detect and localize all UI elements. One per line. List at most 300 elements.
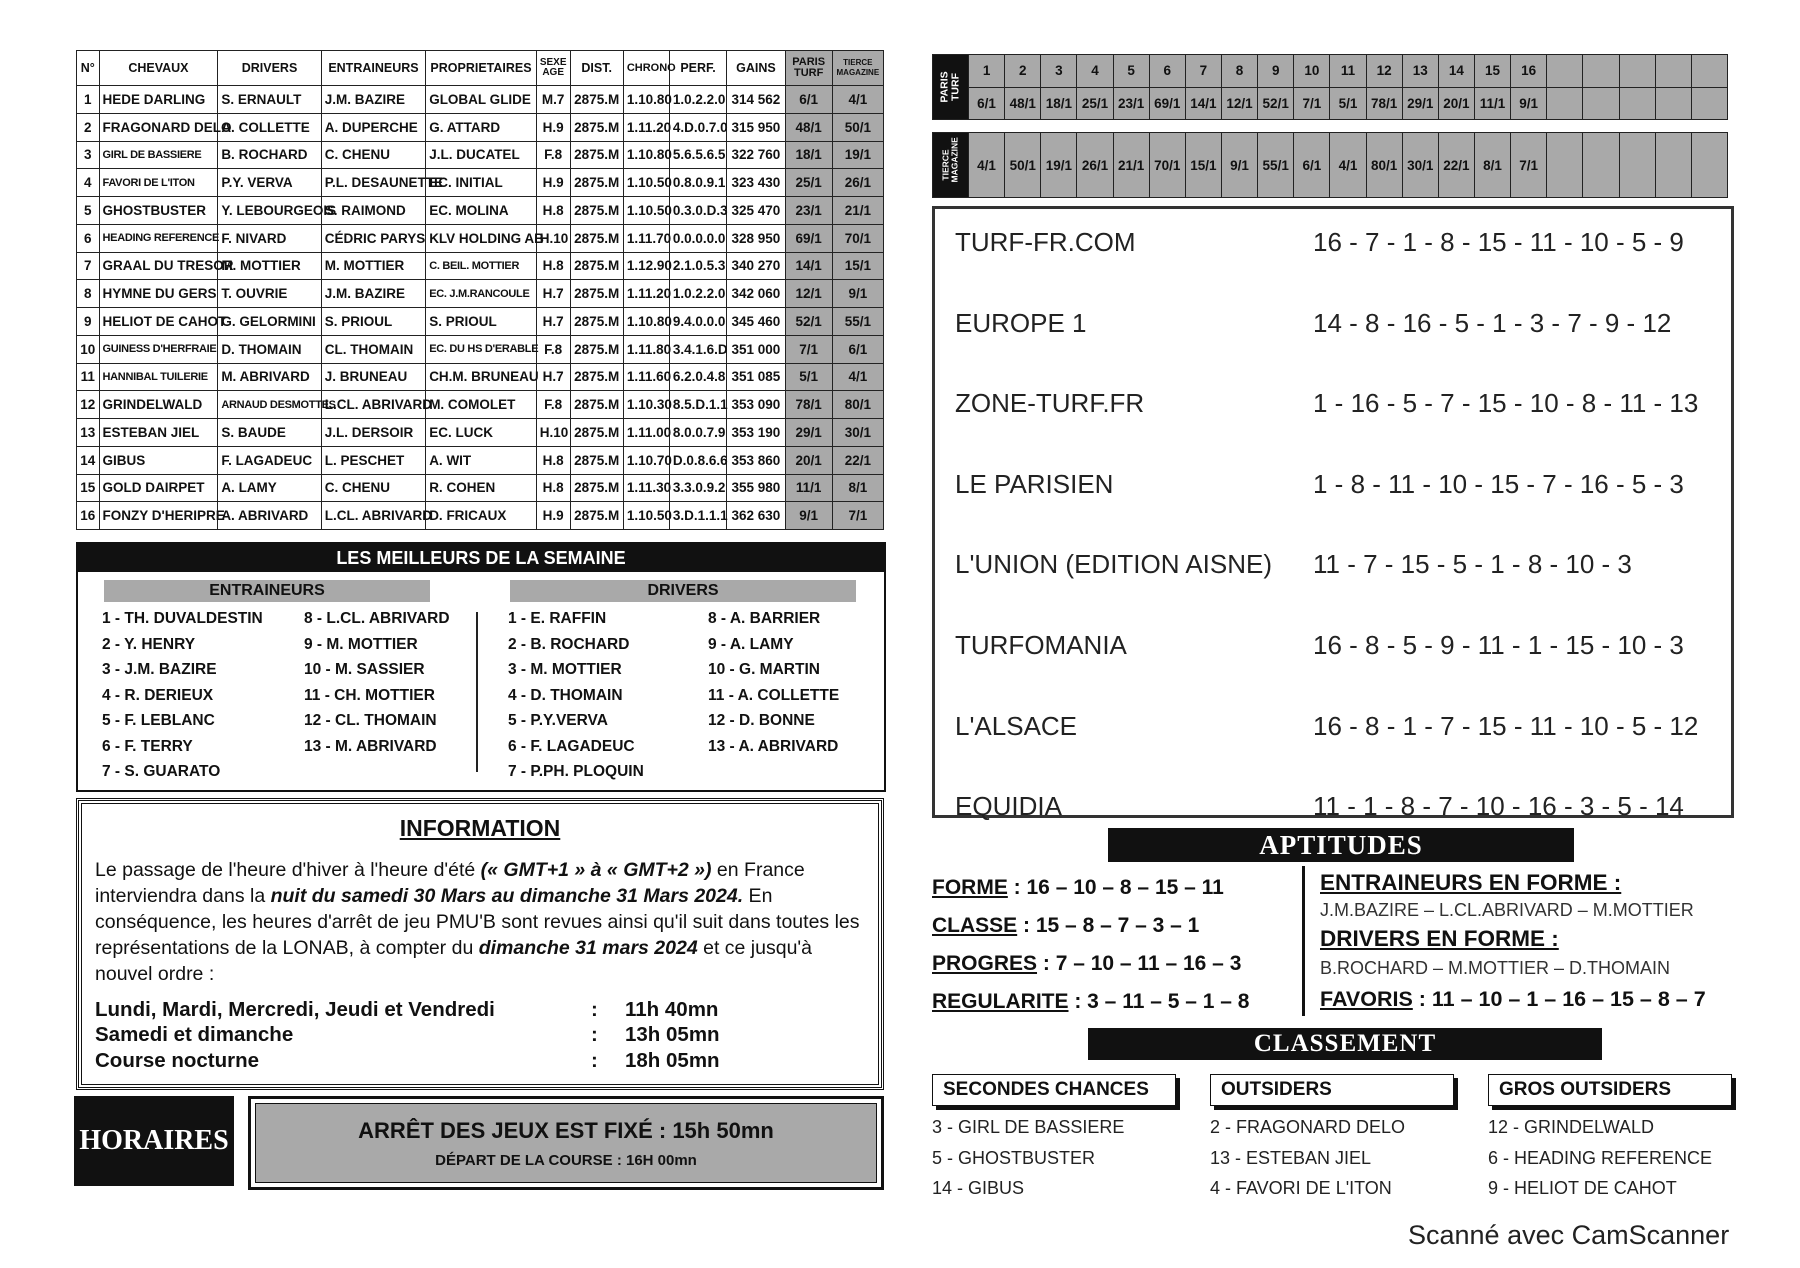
cell-pt: 69/1 xyxy=(785,224,832,252)
gros-outsiders-heading: GROS OUTSIDERS xyxy=(1488,1074,1732,1106)
cell-sa: H.7 xyxy=(536,280,570,308)
cell-dist: 2875.M xyxy=(570,280,623,308)
col-dist: DIST. xyxy=(570,51,623,86)
odds-horse-number: 7 xyxy=(1185,55,1221,88)
table-row xyxy=(77,169,884,197)
cell-dist: 2875.M xyxy=(570,419,623,447)
pronostic-picks: 14 - 8 - 16 - 5 - 1 - 3 - 7 - 9 - 12 xyxy=(1313,307,1672,338)
cell-chrono: 1.11.20 xyxy=(623,280,669,308)
cell-dist: 2875.M xyxy=(570,474,623,502)
odds-horse-number: 1 xyxy=(969,55,1005,88)
tierce-magazine-odds-grid xyxy=(932,132,1728,198)
cell-tm: 4/1 xyxy=(832,86,883,114)
odds-cell: 12/1 xyxy=(1221,87,1257,120)
cell-num: 2 xyxy=(77,113,100,141)
cell-trainer: P.L. DESAUNETTE xyxy=(321,169,425,197)
list-item: 14 - GIBUS xyxy=(932,1178,1025,1198)
cell-gains: 323 430 xyxy=(727,169,785,197)
cell-owner: R. COHEN xyxy=(426,474,537,502)
secondes-chances-heading: SECONDES CHANCES xyxy=(932,1074,1176,1106)
cell-driver: F. LAGADEUC xyxy=(218,446,321,474)
odds-cell: 50/1 xyxy=(1005,133,1041,198)
information-panel: INFORMATION Le passage de l'heure d'hiver à l'heure d'été (« GMT+1 » à « GMT+2 ») en France interviendra dans la nuit du samedi 30 Mars au dimanche 31 Mars 2024. En conséquence, les heures d'arrêt de jeu PMU'B sont revues ainsi qu'il suit dans toutes les représentations de la LONAB, à compter du dimanche 31 mars 2024 et ce jusqu'à nouvel ordre : Lundi, Mardi, Mercredi, Jeudi et Vendredi : 11h 40mn Samedi et dimanche : 13h 05mn Course nocturne : 18h 05mn xyxy=(76,798,884,1090)
cell-horse: GRINDELWALD xyxy=(99,391,218,419)
odds-cell: 21/1 xyxy=(1113,133,1149,198)
cell-gains: 353 860 xyxy=(727,446,785,474)
cell-dist: 2875.M xyxy=(570,252,623,280)
cell-dist: 2875.M xyxy=(570,335,623,363)
cell-trainer: L.CL. ABRIVARD xyxy=(321,502,425,530)
list-item: 7 - S. GUARATO xyxy=(102,763,221,780)
cell-chrono: 1.10.50 xyxy=(623,502,669,530)
cell-perf: 5.6.5.6.5 xyxy=(669,141,726,169)
cell-owner: G. ATTARD xyxy=(426,113,537,141)
cell-num: 14 xyxy=(77,446,100,474)
odds-number-row xyxy=(933,55,1728,88)
pronostic-source: EUROPE 1 xyxy=(955,307,1087,338)
list-item: 2 - B. ROCHARD xyxy=(508,635,630,653)
cell-chrono: 1.11.80 xyxy=(623,335,669,363)
pronostic-source: L'UNION (EDITION AISNE) xyxy=(955,549,1273,580)
odds-cell: 30/1 xyxy=(1402,133,1438,198)
cell-driver: A. ABRIVARD xyxy=(218,502,321,530)
cell-owner: EC. MOLINA xyxy=(426,197,537,225)
col-gains: GAINS xyxy=(727,51,785,86)
odds-horse-number: 15 xyxy=(1474,55,1510,88)
cell-horse: GOLD DAIRPET xyxy=(99,474,218,502)
odds-cell xyxy=(1655,133,1691,198)
cell-driver: S. ERNAULT xyxy=(218,86,321,114)
cell-tm: 6/1 xyxy=(832,335,883,363)
cell-pt: 25/1 xyxy=(785,169,832,197)
cell-horse: FONZY D'HERIPRE xyxy=(99,502,218,530)
cell-tm: 55/1 xyxy=(832,308,883,336)
cell-perf: 8.0.0.7.9 xyxy=(669,419,726,447)
odds-cell: 29/1 xyxy=(1402,87,1438,120)
cell-trainer: S. PRIOUL xyxy=(321,308,425,336)
cell-pt: 52/1 xyxy=(785,308,832,336)
cell-owner: D. FRICAUX xyxy=(426,502,537,530)
cell-trainer: J.L. DERSOIR xyxy=(321,419,425,447)
cell-chrono: 1.11.30 xyxy=(623,474,669,502)
list-item: 6 - F. LAGADEUC xyxy=(508,737,635,755)
cell-chrono: 1.11.70 xyxy=(623,224,669,252)
paris-turf-odds-grid xyxy=(932,54,1728,120)
odds-cell: 14/1 xyxy=(1185,87,1221,120)
cell-chrono: 1.11.00 xyxy=(623,419,669,447)
cell-horse: GUINESS D'HERFRAIE xyxy=(99,335,218,363)
cell-num: 10 xyxy=(77,335,100,363)
cell-chrono: 1.11.60 xyxy=(623,363,669,391)
list-item: 10 - M. SASSIER xyxy=(304,661,425,678)
cell-driver: A. LAMY xyxy=(218,474,321,502)
cell-perf: 0.0.0.0.0 xyxy=(669,224,726,252)
list-item: 13 - ESTEBAN JIEL xyxy=(1210,1147,1372,1168)
odds-cell xyxy=(1655,87,1691,120)
table-row xyxy=(77,86,884,114)
cell-sa: M.7 xyxy=(536,86,570,114)
cell-owner: EC. LUCK xyxy=(426,419,537,447)
cell-tm: 4/1 xyxy=(832,363,883,391)
cell-trainer: S. RAIMOND xyxy=(321,197,425,225)
cell-tm: 80/1 xyxy=(832,391,883,419)
cell-num: 7 xyxy=(77,252,100,280)
cell-driver: D. THOMAIN xyxy=(218,335,321,363)
best-drivers-col-1 xyxy=(508,606,644,785)
odds-cell: 18/1 xyxy=(1041,87,1077,120)
cell-driver: Y. LEBOURGEOIS xyxy=(218,197,321,225)
cell-horse: GRAAL DU TRESOR xyxy=(99,252,218,280)
odds-cell: 7/1 xyxy=(1294,87,1330,120)
cell-horse: HEDE DARLING xyxy=(99,86,218,114)
cell-horse: HEADING REFERENCE xyxy=(99,224,218,252)
cell-gains: 322 760 xyxy=(727,141,785,169)
odds-cell: 19/1 xyxy=(1041,133,1077,198)
cell-chrono: 1.10.50 xyxy=(623,197,669,225)
race-start-text: DÉPART DE LA COURSE : 16H 00mn xyxy=(435,1152,697,1169)
cell-trainer: CL. THOMAIN xyxy=(321,335,425,363)
pronostic-source: LE PARISIEN xyxy=(955,468,1114,499)
cell-perf: 1.0.2.2.0 xyxy=(669,86,726,114)
cell-chrono: 1.10.30 xyxy=(623,391,669,419)
cell-dist: 2875.M xyxy=(570,86,623,114)
cell-owner: S. PRIOUL xyxy=(426,308,537,336)
list-item: 5 - P.Y.VERVA xyxy=(508,712,608,729)
list-item: 8 - A. BARRIER xyxy=(708,610,821,627)
cell-pt: 7/1 xyxy=(785,335,832,363)
best-trainers-col-2 xyxy=(304,606,450,759)
best-of-week-panel xyxy=(76,542,886,792)
cell-sa: F.8 xyxy=(536,141,570,169)
best-drivers-col-2 xyxy=(708,606,839,759)
best-divider xyxy=(476,612,478,772)
pronostics-panel xyxy=(932,206,1734,822)
odds-cell: 6/1 xyxy=(969,87,1005,120)
cell-trainer: A. DUPERCHE xyxy=(321,113,425,141)
cell-sa: H.9 xyxy=(536,113,570,141)
list-item: 3 - J.M. BAZIRE xyxy=(102,661,217,678)
cell-gains: 351 085 xyxy=(727,363,785,391)
cell-horse: GIBUS xyxy=(99,446,218,474)
odds-cell: 23/1 xyxy=(1113,87,1149,120)
cell-num: 12 xyxy=(77,391,100,419)
cell-driver: A. COLLETTE xyxy=(218,113,321,141)
cell-trainer: L. PESCHET xyxy=(321,446,425,474)
drivers-en-forme-label: DRIVERS EN FORME : xyxy=(1320,926,1559,951)
list-item: 3 - GIRL DE BASSIERE xyxy=(932,1117,1125,1137)
secondes-chances-list xyxy=(932,1112,1182,1204)
gros-outsiders-list xyxy=(1488,1112,1738,1204)
runners-table-body xyxy=(77,86,884,530)
cell-perf: 2.1.0.5.3 xyxy=(669,252,726,280)
regularite-row: REGULARITE : 3 – 11 – 5 – 1 – 8 xyxy=(932,990,1250,1013)
list-item: 7 - P.PH. PLOQUIN xyxy=(508,763,644,780)
cell-dist: 2875.M xyxy=(570,446,623,474)
cell-gains: 351 000 xyxy=(727,335,785,363)
odds-horse-number: 2 xyxy=(1005,55,1041,88)
cell-tm: 22/1 xyxy=(832,446,883,474)
odds-horse-number xyxy=(1655,55,1691,88)
cell-num: 11 xyxy=(77,363,100,391)
cell-trainer: C. CHENU xyxy=(321,141,425,169)
cell-perf: 3.D.1.1.1 xyxy=(669,502,726,530)
odds-horse-number: 5 xyxy=(1113,55,1149,88)
odds-cell: 8/1 xyxy=(1474,133,1510,198)
list-item: 11 - A. COLLETTE xyxy=(708,686,840,704)
table-row xyxy=(77,113,884,141)
cell-pt: 18/1 xyxy=(785,141,832,169)
cell-tm: 30/1 xyxy=(832,419,883,447)
cell-gains: 325 470 xyxy=(727,197,785,225)
cell-driver: ARNAUD DESMOTTES xyxy=(218,391,321,419)
pronostic-picks: 1 - 16 - 5 - 7 - 15 - 10 - 8 - 11 - 13 xyxy=(1313,388,1699,419)
cell-chrono: 1.10.80 xyxy=(623,86,669,114)
list-item: 9 - A. LAMY xyxy=(708,635,794,653)
odds-horse-number: 11 xyxy=(1330,55,1366,88)
odds-cell: 11/1 xyxy=(1474,87,1510,120)
list-item: 9 - HELIOT DE CAHOT xyxy=(1488,1178,1677,1198)
cell-pt: 14/1 xyxy=(785,252,832,280)
odds-cell: 7/1 xyxy=(1511,133,1547,198)
cell-chrono: 1.11.20 xyxy=(623,113,669,141)
cell-chrono: 1.12.90 xyxy=(623,252,669,280)
drivers-en-forme: B.ROCHARD – M.MOTTIER – D.THOMAIN xyxy=(1320,958,1671,978)
cell-driver: T. OUVRIE xyxy=(218,280,321,308)
list-item: 2 - Y. HENRY xyxy=(102,635,196,653)
table-row xyxy=(77,141,884,169)
odds-cell: 52/1 xyxy=(1258,87,1294,120)
cell-num: 9 xyxy=(77,308,100,336)
favoris-row: FAVORIS : 11 – 10 – 1 – 16 – 15 – 8 – 7 xyxy=(1320,987,1706,1011)
cell-chrono: 1.10.80 xyxy=(623,308,669,336)
cell-trainer: CÉDRIC PARYS xyxy=(321,224,425,252)
table-row xyxy=(77,197,884,225)
list-item: 12 - GRINDELWALD xyxy=(1488,1117,1655,1137)
cell-owner: C. BEIL. MOTTIER xyxy=(426,252,537,280)
col-owner: PROPRIETAIRES xyxy=(426,51,537,86)
cell-horse: FRAGONARD DELO xyxy=(99,113,218,141)
list-item: 1 - E. RAFFIN xyxy=(508,610,607,627)
cell-chrono: 1.10.50 xyxy=(623,169,669,197)
odds-horse-number xyxy=(1619,55,1655,88)
col-perf: PERF. xyxy=(669,51,726,86)
cell-perf: 8.5.D.1.1 xyxy=(669,391,726,419)
classe-row: CLASSE : 15 – 8 – 7 – 3 – 1 xyxy=(932,914,1200,937)
cell-sa: H.7 xyxy=(536,363,570,391)
list-item: 12 - CL. THOMAIN xyxy=(304,712,437,729)
cell-dist: 2875.M xyxy=(570,391,623,419)
entraineurs-en-forme-label: ENTRAINEURS EN FORME : xyxy=(1320,870,1622,895)
table-row xyxy=(77,502,884,530)
cell-sa: H.7 xyxy=(536,308,570,336)
cell-tm: 9/1 xyxy=(832,280,883,308)
list-item: 13 - A. ABRIVARD xyxy=(708,737,839,755)
cell-num: 8 xyxy=(77,280,100,308)
odds-cell: 80/1 xyxy=(1366,133,1402,198)
cell-perf: 4.D.0.7.0 xyxy=(669,113,726,141)
odds-horse-number: 16 xyxy=(1511,55,1547,88)
cell-pt: 20/1 xyxy=(785,446,832,474)
tierce-magazine-odds-row xyxy=(933,133,1728,198)
list-item: 4 - R. DERIEUX xyxy=(102,686,214,704)
cell-pt: 11/1 xyxy=(785,474,832,502)
cell-gains: 315 950 xyxy=(727,113,785,141)
best-of-week-title: LES MEILLEURS DE LA SEMAINE xyxy=(78,544,884,572)
cell-pt: 48/1 xyxy=(785,113,832,141)
cell-driver: M. ABRIVARD xyxy=(218,363,321,391)
cell-num: 6 xyxy=(77,224,100,252)
table-row xyxy=(77,252,884,280)
odds-cell: 4/1 xyxy=(969,133,1005,198)
cell-owner: GLOBAL GLIDE xyxy=(426,86,537,114)
cell-dist: 2875.M xyxy=(570,141,623,169)
table-row xyxy=(77,308,884,336)
cell-horse: GHOSTBUSTER xyxy=(99,197,218,225)
col-chrono: CHRONO xyxy=(623,51,669,86)
odds-horse-number: 12 xyxy=(1366,55,1402,88)
cell-gains: 345 460 xyxy=(727,308,785,336)
col-tierce-magazine: TIERCE MAGAZINE xyxy=(832,51,883,86)
list-item: 1 - TH. DUVALDESTIN xyxy=(102,610,263,627)
best-drivers-heading: DRIVERS xyxy=(510,580,856,602)
cell-dist: 2875.M xyxy=(570,113,623,141)
odds-cell xyxy=(1619,133,1655,198)
cell-driver: B. ROCHARD xyxy=(218,141,321,169)
cell-perf: 9.4.0.0.0 xyxy=(669,308,726,336)
cell-num: 1 xyxy=(77,86,100,114)
tierce-magazine-label: TIERCE MAGAZINE xyxy=(933,133,969,198)
col-paris-turf: PARIS TURF xyxy=(785,51,832,86)
cell-horse: GIRL DE BASSIERE xyxy=(99,141,218,169)
cell-pt: 9/1 xyxy=(785,502,832,530)
entraineurs-en-forme: J.M.BAZIRE – L.CL.ABRIVARD – M.MOTTIER xyxy=(1320,900,1694,920)
cell-owner: M. COMOLET xyxy=(426,391,537,419)
scanner-watermark: Scanné avec CamScanner xyxy=(1408,1220,1730,1250)
odds-cell: 26/1 xyxy=(1077,133,1113,198)
list-item: 8 - L.CL. ABRIVARD xyxy=(304,610,450,627)
odds-cell xyxy=(1619,87,1655,120)
pronostic-picks: 16 - 8 - 1 - 7 - 15 - 11 - 10 - 5 - 12 xyxy=(1313,710,1699,741)
col-trainer: ENTRAINEURS xyxy=(321,51,425,86)
list-item: 12 - D. BONNE xyxy=(708,712,815,729)
cell-chrono: 1.10.80 xyxy=(623,141,669,169)
cell-tm: 50/1 xyxy=(832,113,883,141)
cell-sa: H.8 xyxy=(536,252,570,280)
cell-tm: 19/1 xyxy=(832,141,883,169)
cell-perf: 3.3.0.9.2 xyxy=(669,474,726,502)
cell-gains: 353 190 xyxy=(727,419,785,447)
cell-trainer: J. BRUNEAU xyxy=(321,363,425,391)
cell-tm: 21/1 xyxy=(832,197,883,225)
cell-num: 15 xyxy=(77,474,100,502)
odds-horse-number xyxy=(1691,55,1727,88)
odds-cell: 70/1 xyxy=(1149,133,1185,198)
odds-cell xyxy=(1691,133,1727,198)
list-item: 4 - FAVORI DE L'ITON xyxy=(1210,1178,1392,1198)
cell-driver: S. BAUDE xyxy=(218,419,321,447)
cell-dist: 2875.M xyxy=(570,224,623,252)
cell-num: 3 xyxy=(77,141,100,169)
cell-num: 16 xyxy=(77,502,100,530)
cell-sa: H.10 xyxy=(536,224,570,252)
cell-horse: HANNIBAL TUILERIE xyxy=(99,363,218,391)
list-item: 9 - M. MOTTIER xyxy=(304,635,418,653)
horaires-label: HORAIRES xyxy=(74,1096,234,1186)
cell-owner: EC. DU HS D'ERABLE xyxy=(426,335,537,363)
progres-row: PROGRES : 7 – 10 – 11 – 16 – 3 xyxy=(932,952,1242,975)
cell-perf: 0.3.0.D.3 xyxy=(669,197,726,225)
cell-chrono: 1.10.70 xyxy=(623,446,669,474)
table-row xyxy=(77,419,884,447)
table-row xyxy=(77,446,884,474)
cell-dist: 2875.M xyxy=(570,197,623,225)
cell-perf: 6.2.0.4.8 xyxy=(669,363,726,391)
odds-cell: 55/1 xyxy=(1258,133,1294,198)
odds-horse-number: 9 xyxy=(1258,55,1294,88)
odds-cell xyxy=(1691,87,1727,120)
cell-horse: FAVORI DE L'ITON xyxy=(99,169,218,197)
cell-dist: 2875.M xyxy=(570,363,623,391)
cell-sa: F.8 xyxy=(536,335,570,363)
cell-owner: KLV HOLDING AB xyxy=(426,224,537,252)
odds-horse-number: 14 xyxy=(1438,55,1474,88)
list-item: 10 - G. MARTIN xyxy=(708,661,820,678)
cell-pt: 6/1 xyxy=(785,86,832,114)
cell-sa: H.9 xyxy=(536,502,570,530)
cell-gains: 314 562 xyxy=(727,86,785,114)
list-item: 11 - CH. MOTTIER xyxy=(304,686,435,704)
closing-time-inner xyxy=(255,1103,877,1183)
pronostic-picks: 11 - 1 - 8 - 7 - 10 - 16 - 3 - 5 - 14 xyxy=(1313,791,1684,822)
col-num: N° xyxy=(77,51,100,86)
cell-driver: P.Y. VERVA xyxy=(218,169,321,197)
list-item: 3 - M. MOTTIER xyxy=(508,661,622,678)
cell-driver: M. MOTTIER xyxy=(218,252,321,280)
cell-perf: 1.0.2.2.0 xyxy=(669,280,726,308)
odds-horse-number xyxy=(1547,55,1583,88)
classement-title: CLASSEMENT xyxy=(1088,1028,1602,1060)
cell-horse: ESTEBAN JIEL xyxy=(99,419,218,447)
cell-tm: 7/1 xyxy=(832,502,883,530)
cell-tm: 26/1 xyxy=(832,169,883,197)
pronostic-source: EQUIDIA xyxy=(955,791,1062,822)
cell-num: 4 xyxy=(77,169,100,197)
odds-horse-number: 3 xyxy=(1041,55,1077,88)
cell-tm: 15/1 xyxy=(832,252,883,280)
cell-num: 5 xyxy=(77,197,100,225)
runners-table xyxy=(76,50,884,530)
cell-trainer: J.M. BAZIRE xyxy=(321,280,425,308)
odds-cell: 9/1 xyxy=(1511,87,1547,120)
cell-trainer: J.M. BAZIRE xyxy=(321,86,425,114)
table-row xyxy=(77,335,884,363)
odds-cell: 25/1 xyxy=(1077,87,1113,120)
cell-sa: H.9 xyxy=(536,169,570,197)
aptitudes-title: APTITUDES xyxy=(1108,828,1574,862)
cell-dist: 2875.M xyxy=(570,308,623,336)
pronostic-source: TURFOMANIA xyxy=(955,630,1127,660)
odds-cell: 20/1 xyxy=(1438,87,1474,120)
cell-pt: 23/1 xyxy=(785,197,832,225)
cell-gains: 362 630 xyxy=(727,502,785,530)
forme-row: FORME : 16 – 10 – 8 – 15 – 11 xyxy=(932,876,1224,899)
list-item: 5 - F. LEBLANC xyxy=(102,712,215,729)
cell-perf: 3.4.1.6.D xyxy=(669,335,726,363)
odds-cell: 69/1 xyxy=(1149,87,1185,120)
cell-trainer: L.CL. ABRIVARD xyxy=(321,391,425,419)
table-row xyxy=(77,363,884,391)
cell-perf: 0.8.0.9.1 xyxy=(669,169,726,197)
